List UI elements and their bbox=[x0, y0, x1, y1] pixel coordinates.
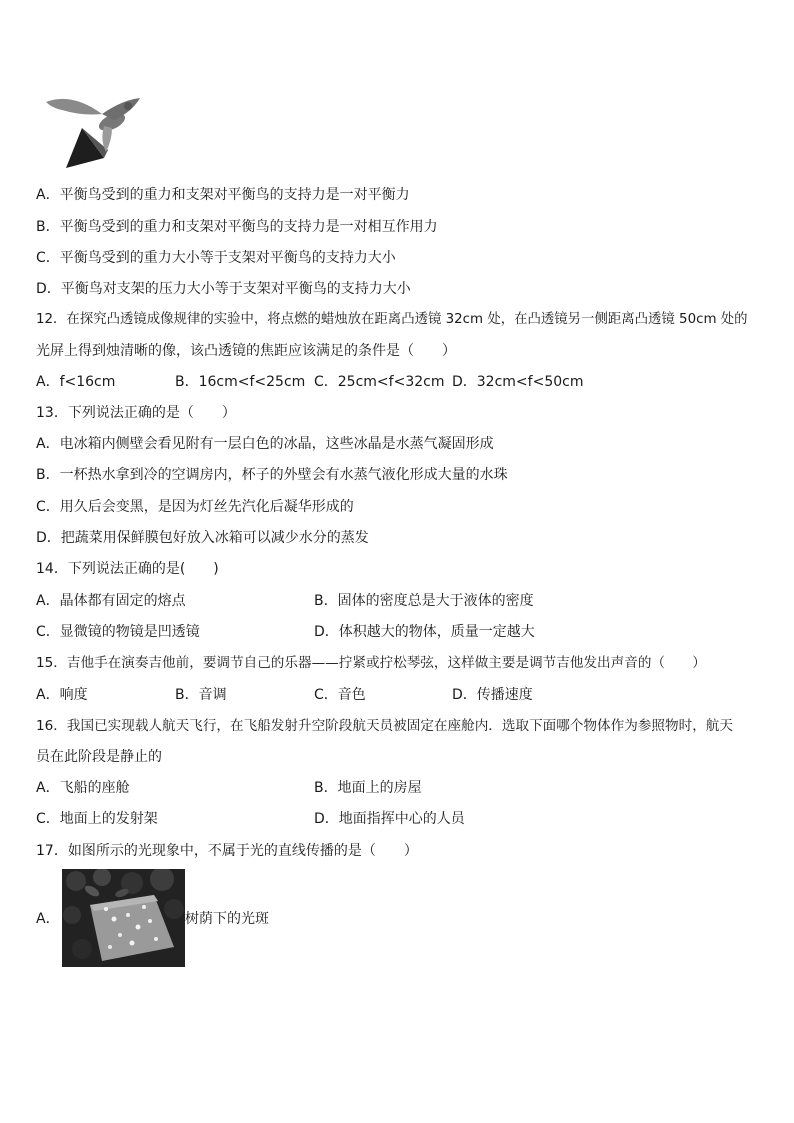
q15-option-a: A．响度 bbox=[36, 687, 88, 703]
q11-option-c: C．平衡鸟受到的重力大小等于支架对平衡鸟的支持力大小 bbox=[36, 250, 396, 266]
q16-option-b: B．地面上的房屋 bbox=[314, 780, 422, 796]
q16-option-d: D．地面指挥中心的人员 bbox=[314, 811, 465, 827]
q16-stem-line1: 16．我国已实现载人航天飞行，在飞船发射升空阶段航天员被固定在座舱内．选取下面哪个物体作为参照物时，航天 bbox=[36, 718, 733, 734]
q12-option-c: C．25cm<f<32cm bbox=[314, 374, 445, 390]
q13-option-a: A．电冰箱内侧壁会看见附有一层白色的冰晶，这些冰晶是水蒸气凝固形成 bbox=[36, 436, 494, 452]
tree-shade-light-spots-photo bbox=[62, 869, 185, 967]
q17-option-a-caption: 树荫下的光斑 bbox=[185, 911, 269, 927]
q15-option-d: D．传播速度 bbox=[452, 687, 533, 703]
q13-option-d: D．把蔬菜用保鲜膜包好放入冰箱可以减少水分的蒸发 bbox=[36, 530, 369, 546]
q16-option-a: A．飞船的座舱 bbox=[36, 780, 130, 796]
q12-stem-line1: 12．在探究凸透镜成像规律的实验中，将点燃的蜡烛放在距离凸透镜 32cm 处，在凸透镜另一侧距离凸透镜 50cm 处的 bbox=[36, 312, 748, 327]
q17-option-a-label: A． bbox=[36, 911, 60, 927]
q13-option-b: B．一杯热水拿到冷的空调房内，杯子的外壁会有水蒸气液化形成大量的水珠 bbox=[36, 467, 508, 483]
q12-option-b: B．16cm<f<25cm bbox=[175, 374, 306, 390]
q13-stem: 13．下列说法正确的是（ ） bbox=[36, 405, 236, 421]
q14-option-c: C．显微镜的物镜是凹透镜 bbox=[36, 624, 200, 640]
q12-option-a: A．f<16cm bbox=[36, 374, 116, 390]
q16-stem-line2: 员在此阶段是静止的 bbox=[36, 749, 162, 765]
q15-option-b: B．音调 bbox=[175, 687, 227, 703]
q14-option-a: A．晶体都有固定的熔点 bbox=[36, 593, 186, 609]
q12-option-d: D．32cm<f<50cm bbox=[452, 374, 584, 390]
q11-option-b: B．平衡鸟受到的重力和支架对平衡鸟的支持力是一对相互作用力 bbox=[36, 219, 438, 235]
q11-option-a: A．平衡鸟受到的重力和支架对平衡鸟的支持力是一对平衡力 bbox=[36, 187, 410, 203]
q14-option-d: D．体积越大的物体，质量一定越大 bbox=[314, 624, 535, 640]
q15-option-c: C．音色 bbox=[314, 687, 366, 703]
q12-stem-line2: 光屏上得到烛清晰的像，该凸透镜的焦距应该满足的条件是（ ） bbox=[36, 343, 456, 359]
q14-stem: 14．下列说法正确的是( ) bbox=[36, 561, 219, 577]
q17-stem: 17．如图所示的光现象中，不属于光的直线传播的是（ ） bbox=[36, 843, 418, 859]
q15-stem: 15．吉他手在演奏吉他前，要调节自己的乐器——拧紧或拧松琴弦，这样做主要是调节吉他发出声音的（ ） bbox=[36, 655, 706, 671]
q14-option-b: B．固体的密度总是大于液体的密度 bbox=[314, 593, 534, 609]
q13-option-c: C．用久后会变黑，是因为灯丝先汽化后凝华形成的 bbox=[36, 499, 354, 515]
q11-option-d: D．平衡鸟对支架的压力大小等于支架对平衡鸟的支持力大小 bbox=[36, 281, 411, 297]
q16-option-c: C．地面上的发射架 bbox=[36, 811, 158, 827]
balance-bird-figure bbox=[42, 92, 142, 170]
